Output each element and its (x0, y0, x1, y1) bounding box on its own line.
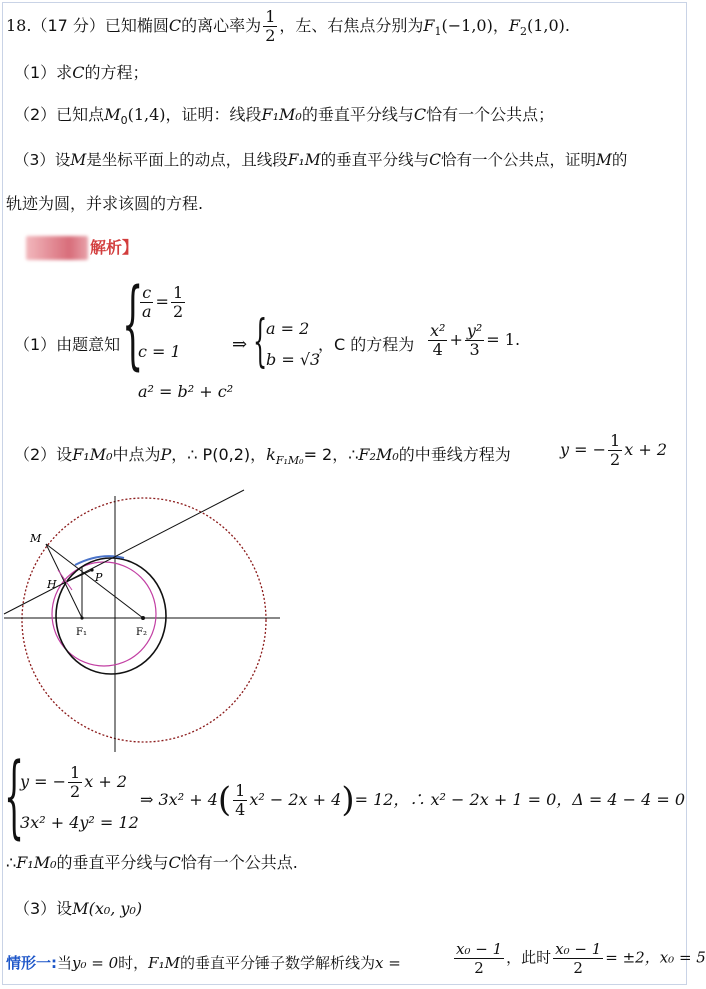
sol3-line (14, 898, 142, 920)
conclusion-therefore: ∴ (6, 853, 17, 872)
eq-tail: = 1. (486, 330, 521, 349)
problem-stem-b: 的离心率为 (181, 16, 262, 35)
F2-symbol: F (508, 16, 520, 35)
sys-half (171, 284, 185, 321)
sys-half-den: 2 (172, 302, 184, 321)
question-3 (14, 149, 627, 171)
case-num2: x₀ − 1 (555, 940, 602, 958)
sol2-text-c: 的中垂线方程为 (398, 445, 511, 464)
geometry-figure (0, 490, 300, 760)
q3-C: C (429, 151, 441, 169)
eq-x-num: x² (430, 321, 446, 340)
label-P: P (95, 571, 103, 584)
sol2b-lhs: y = − (20, 772, 67, 791)
x2-over-4 (428, 322, 447, 359)
problem-stem-a: 已知椭圆 (104, 16, 169, 35)
q1-text: 的方程； (84, 63, 149, 82)
sol1-label: （1）由题意知 (14, 335, 121, 354)
question-1 (14, 62, 148, 84)
sol2b-sys-line1 (20, 764, 127, 801)
q3-label: （3）设 (14, 151, 71, 169)
q2-text-b: 的垂直平分线与 (301, 105, 414, 124)
case-F1M: F₁M (148, 954, 180, 972)
sol2-eq-den: 2 (610, 450, 621, 469)
q1-C: C (72, 63, 85, 82)
case-c: 的垂直平分锤子数学解析线为 (179, 954, 375, 972)
case-e: = ±2，x₀ = 5 (605, 948, 706, 967)
case-frac-1 (454, 940, 504, 977)
tangent-line (4, 490, 244, 614)
analysis-label: 解析】 (90, 238, 139, 257)
case-den2: 2 (573, 959, 583, 977)
sol2b-mid-c: = 12，∴ x² − 2x + 1 = 0，Δ = 4 − 4 = 0 (354, 790, 686, 809)
q2-M0-coord: (1,4) (127, 105, 166, 124)
case-a: 当 (57, 954, 73, 972)
q1-label: （1）求 (14, 63, 73, 82)
sol2b-mid-a: ⇒ 3x² + 4 (140, 790, 218, 809)
case-d: ，此时 (506, 948, 552, 967)
P-point (90, 568, 93, 571)
sol2-k: k (266, 445, 276, 464)
case-frac-2 (553, 940, 603, 977)
y2-over-3 (465, 322, 484, 359)
case-y0: y₀ = 0 (72, 954, 119, 972)
case-x: x = (374, 954, 401, 972)
sol2-line (14, 444, 511, 472)
F2-sub: 2 (519, 25, 527, 38)
label-M: M (30, 532, 42, 545)
sol2b-den: 2 (70, 782, 81, 801)
case-label: 情形一: (6, 954, 57, 972)
sol2b-derivation: ⇒ 3x² + 4( $\frac{1}{4}$ x² − 2x + 4)= 12，∴ x² − 2x + 1 = 0，Δ = 4 − 4 = 0 (140, 780, 686, 820)
sol2b-conclusion (6, 852, 298, 874)
problem-points: （17 分） (31, 16, 105, 35)
q3-text-a: 是坐标平面上的动点，且线段 (86, 151, 288, 169)
sol2-eq-lhs: y = − (560, 440, 607, 459)
sol2b-mid-frac (233, 782, 247, 819)
question-2 (14, 104, 554, 132)
sol2-text-a: 中点为 (112, 445, 161, 464)
conclusion-C: C (168, 853, 181, 872)
sol2b-sys-line2: 3x² + 4y² = 12 (20, 813, 139, 832)
F1-sub: 1 (434, 25, 442, 38)
F1-coord: (−1,0) (441, 16, 493, 35)
sol1-res-a: a = 2 (266, 319, 310, 338)
sol1-sys-line2: c = 1 (138, 342, 181, 361)
sol1-ellipse-eq: $\frac{\text{x²}}{4}$ + $\frac{\text{y²}}{3}$ = 1. (430, 321, 521, 359)
eq-y-den: 3 (469, 340, 480, 359)
sol2-F1M0: F₁M₀ (72, 445, 113, 464)
case-b: 时， (118, 954, 149, 972)
q2-M0-sub: 0 (120, 114, 128, 127)
c-over-a (140, 284, 154, 321)
sys-a: a (142, 302, 152, 321)
q3-text-d: 的 (611, 151, 628, 169)
problem-stem-c: ，左、右焦点分别为 (279, 16, 424, 35)
curve-C: C (168, 16, 182, 35)
sol2b-mid-den: 4 (235, 800, 246, 819)
eq-x-den: 4 (432, 340, 443, 359)
F2-point (141, 616, 145, 620)
redacted-block (26, 236, 88, 260)
sol2b-num: 1 (70, 763, 81, 782)
sol2-label: （2）设 (14, 445, 73, 464)
eccentricity-fraction (263, 8, 277, 45)
sol2-eq-rhs: x + 2 (624, 440, 667, 459)
analysis-tag (26, 236, 139, 260)
conclusion-b: 的垂直平分线与 (56, 853, 169, 872)
sol2b-mid-b: x² − 2x + 4 (249, 790, 342, 809)
sol2b-mid-num: 1 (235, 781, 246, 800)
e-den: 2 (265, 26, 276, 45)
problem-number: 18. (6, 16, 32, 35)
sol2-eq-frac (608, 432, 622, 469)
q2-F1M0: F₁M₀ (261, 105, 302, 124)
sol1-arrow: ⇒ (232, 334, 248, 355)
q3-F1M: F₁M (287, 151, 321, 169)
sol2-F2M0: F₂M₀ (358, 445, 399, 464)
label-H: H (47, 578, 57, 591)
sol2b-brace: { (4, 744, 25, 849)
sol3-label: （3）设 (14, 899, 73, 918)
eq-y-num: y² (466, 321, 483, 340)
label-F1: F₁ (76, 627, 87, 638)
sol2-text-b: ，∴ P(0,2)， (171, 445, 267, 464)
q2-M0: M (104, 105, 121, 124)
outer-circle (22, 498, 266, 742)
sol2-P: P (160, 445, 172, 464)
sol1-res-b: b = √3 (266, 350, 321, 369)
question-3-line-2: 轨迹为圆，并求该圆的方程. (6, 194, 204, 213)
label-F2: F₂ (136, 627, 147, 638)
q2-text-a: ，证明：线段 (165, 105, 262, 124)
sol2-k-sub: F₁M₀ (275, 454, 304, 467)
q3-text-b: 的垂直平分线与 (320, 151, 430, 169)
q3-text-c: 恰有一个公共点，证明 (441, 151, 597, 169)
sol1-sys-line3: a² = b² + c² (138, 382, 234, 401)
F1-point (80, 616, 83, 619)
sol1-text: ，C 的方程为 (318, 335, 415, 354)
q2-C: C (413, 105, 427, 124)
problem-line-1: 18.（17 分）已知椭圆C的离心率为 $\frac{1}{2}$ ，左、右焦点分别为$F_1(-1,0)$，$F_2(1,0)$. (6, 7, 570, 45)
conclusion-F1M0: F₁M₀ (16, 853, 57, 872)
sol3-case-frac (452, 940, 706, 977)
q3-M2: M (596, 151, 612, 169)
sol1-brace-2: { (253, 309, 268, 374)
q2-text-c: 恰有一个公共点； (426, 105, 555, 124)
e-num: 1 (265, 7, 276, 26)
sol1-brace: { (122, 268, 144, 380)
sol2-eq-num: 1 (610, 431, 621, 450)
sol1-sys-line1: $\frac{c}{a}$ = $\frac{1}{2}$ (142, 283, 184, 321)
q3-M: M (70, 151, 87, 169)
sol2-k-val: = 2，∴ (303, 445, 359, 464)
F2-coord: (1,0) (526, 16, 565, 35)
sol2-eq (560, 432, 667, 469)
sol2b-rhs: x + 2 (84, 772, 127, 791)
sol3-case-1 (6, 952, 401, 974)
conclusion-c: 恰有一个公共点. (180, 853, 298, 872)
case-num: x₀ − 1 (456, 940, 503, 958)
sol3-M: M(x₀, y₀) (72, 899, 143, 918)
q2-label: （2）已知点 (14, 105, 105, 124)
sys-c: c (142, 283, 152, 302)
F1-symbol: F (423, 16, 435, 35)
sys-half-num: 1 (172, 283, 184, 302)
ellipse-curve (56, 558, 166, 674)
sol2b-frac (68, 764, 82, 801)
case-den: 2 (474, 959, 484, 977)
